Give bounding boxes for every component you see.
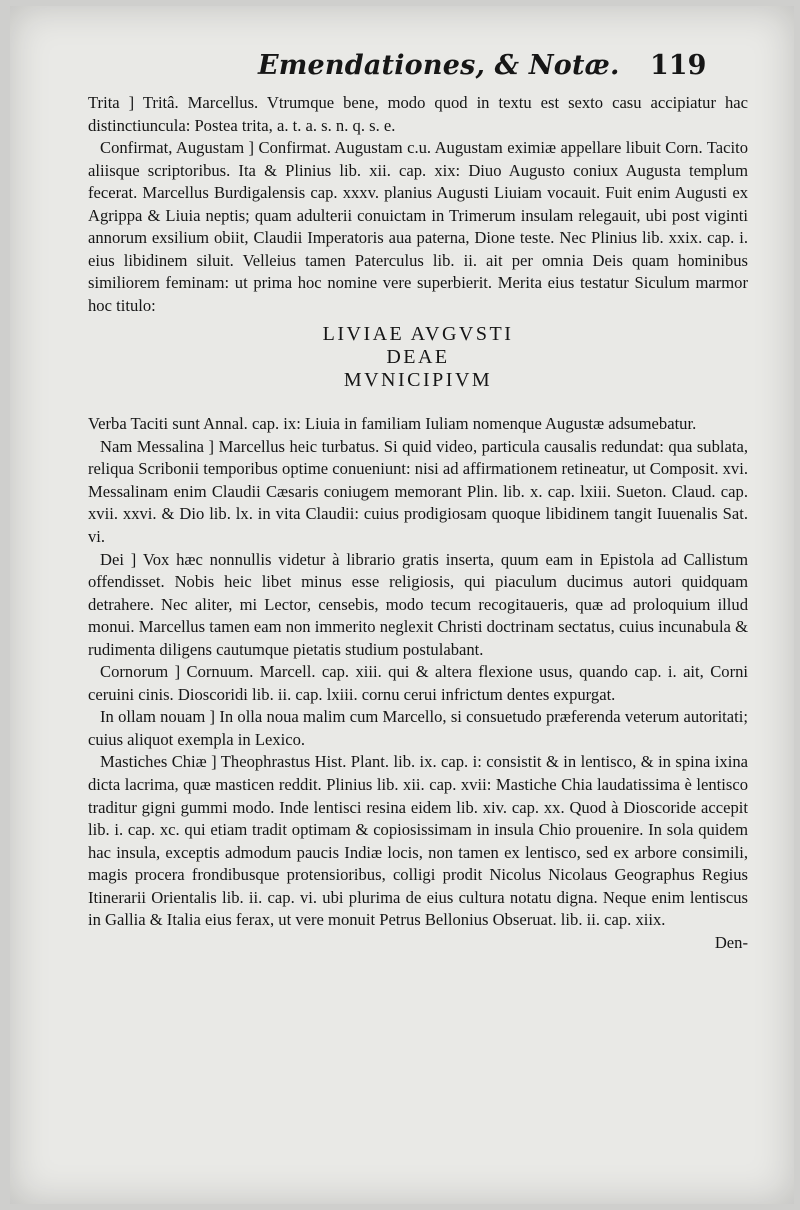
paragraph-confirmat: Confirmat, Augustam ] Confirmat. Augustam c.u. Augustam eximiæ appellare libuit Corn. Tacito aliisque scriptoribus. Ita & Plinius lib. xii. cap. xix: Diuo Augusto coniux Augusta templum fecerat. Marcellus Burdigalensis cap. xxxv. planius Augusti Liuiam vocauit. Fuit enim Augusti ex Agrippa & Liuia neptis; quam adulterii conuictam in Trimerum insulam relegauit, ubi post viginti annorum exsilium obiit, Claudii Imperatoris aua paterna, Dione teste. Nec Plinius lib. xxix. cap. i. eius libidinem siluit. Velleius tamen Paterculus lib. ii. ait per omnia Deis quam hominibus similiorem feminam: ut prima hoc nomine vere superbierit. Merita eius testatur Siculum marmor hoc titulo: [88, 138, 748, 315]
catchword: Den- [714, 932, 748, 952]
page-header [10, 50, 794, 90]
paragraph-messalina: Nam Messalina ] Marcellus heic turbatus. Si quid video, particula causalis redundat: qua sublata, reliqua Scribonii temporibus optime conueniunt: nisi ad affirmationem retineatur, ut Composit. xvi. Messalinam enim Claudii Cæsaris coniugem memorant Plin. lib. x. cap. lxiii. Sueton. Claud. cap. xvii. xxvi. & Dio lib. lx. in vita Claudii: cuius prodigiosam quoque libidinem tangit Iuuenalis Sat. vi. [88, 436, 748, 546]
body-text [88, 92, 748, 954]
book-page [10, 6, 794, 1204]
paragraph-in-ollam: In ollam nouam ] In olla noua malim cum Marcello, si consuetudo præferenda veterum autoritati; cuius aliquot exempla in Lexico. [88, 707, 748, 749]
inscription [88, 317, 748, 413]
running-title: Emendationes, & Notæ. [258, 50, 620, 81]
inscription-line: MVNICIPIVM [343, 368, 493, 391]
paragraph-mastiches: Mastiches Chiæ ] Theophrastus Hist. Plant. lib. ix. cap. i: consistit & in lentisco, & in spina ixina dicta lacrima, quæ masticen reddit. Plinius lib. xii. cap. xvii: Mastiche Chia laudatissima è lentisco traditur gigni gummi modo. Inde lentisci resina eidem lib. xiv. cap. xx. Quod à Dioscoride accepit lib. i. cap. xc. qui etiam tradit optimam & copiosissimam in insula Chio prouenire. In sola quidem hac insula, exceptis admodum paucis Indiæ locis, non tamen ex lentisco, sed ex arbore consimili, magis procera frondibusque protensioribus, colligi prodit Nicolus Nicolaus Geographus Regius Itinerarii Orientalis lib. ii. cap. vi. ubi plurima de eius cultura notatu digna. Neque enim lentiscus in Gallia & Italia eius ferax, ut vere monuit Petrus Bellonius Obseruat. lib. ii. cap. xiix. [88, 752, 748, 930]
paragraph-dei: Dei ] Vox hæc nonnullis videtur à librario gratis inserta, quum eam in Epistola ad Callistum offendisset. Nobis heic libet minus esse religiosis, qui piaculum ducimus autori quidquam detrahere. Nec aliter, mi Lector, censebis, modo tecum recogitaueris, quæ ad proloquium illud monui. Marcellus tamen eam non immerito neglexit Christi doctrinam sectatus, cuius incunabula & rudimenta diligens cautumque pietatis studium postulabant. [88, 549, 748, 659]
paragraph-trita: Trita ] Tritâ. Marcellus. Vtrumque bene, modo quod in textu est sexto casu accipiatur hac distinctiuncula: Postea trita, a. t. a. s. n. q. s. e. [88, 93, 748, 135]
paragraph-verba-taciti: Verba Taciti sunt Annal. cap. ix: Liuia in familiam Iuliam nomenque Augustæ adsumebatur. [88, 414, 697, 434]
inscription-line: LIVIAE AVGVSTI [322, 323, 514, 346]
paragraph-cornorum: Cornorum ] Cornuum. Marcell. cap. xiii. qui & altera flexione usus, quando cap. i. ait, Corni ceruini cinis. Dioscoridi lib. ii. cap. lxiii. cornu cerui infrictum dentes expurgat. [88, 662, 748, 704]
inscription-line: DEAE [386, 346, 450, 369]
page-number: 119 [650, 50, 707, 81]
